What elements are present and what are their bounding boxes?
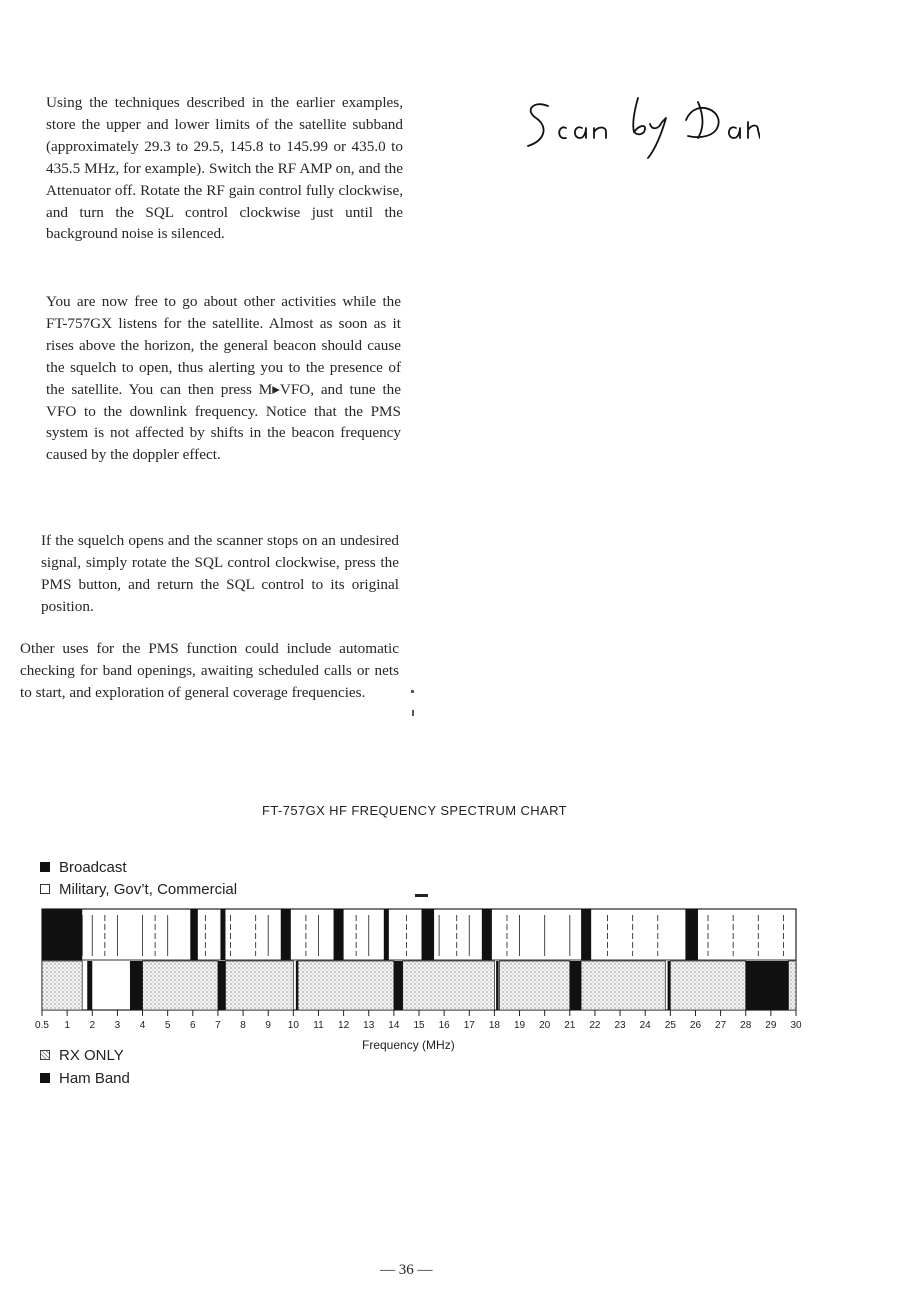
- rx-only-band: [403, 961, 495, 1010]
- legend-ham-band-label: Ham Band: [59, 1069, 130, 1087]
- x-tick-label: 28: [740, 1020, 752, 1031]
- x-tick-label: 12: [338, 1020, 350, 1031]
- ham-band: [394, 961, 403, 1010]
- ham-band: [87, 961, 92, 1010]
- frequency-spectrum-chart: [34, 903, 804, 1031]
- chart-x-axis-label: Frequency (MHz): [362, 1038, 455, 1052]
- broadcast-band: [42, 909, 82, 960]
- legend-military: [40, 879, 237, 899]
- legend-broadcast: [40, 857, 127, 877]
- rx-only-band: [788, 961, 796, 1010]
- rx-only-band: [225, 961, 293, 1010]
- x-tick-label: 25: [664, 1020, 676, 1031]
- x-tick-label: 9: [265, 1020, 271, 1031]
- x-tick-label: 14: [388, 1020, 400, 1031]
- x-tick-label: 6: [190, 1020, 196, 1031]
- paragraph-satellite-subband: Using the techniques described in the earlier examples, store the upper and lower limits of the satellite subband (approximately 29.3 to 29.5, 145.8 to 145.99 or 435.0 to 435.5 MHz, for example). Switch the RF AMP on, and the Attenuator off. Rotate the RF gain control fully clockwise, and turn the SQL control clockwise just until the background noise is silenced.: [46, 94, 403, 243]
- legend-broadcast-label: Broadcast: [59, 858, 127, 876]
- x-tick-label: 11: [313, 1020, 324, 1031]
- x-tick-label: 3: [114, 1020, 121, 1031]
- rx-only-band: [499, 961, 569, 1010]
- legend-ham-band: [40, 1068, 130, 1088]
- legend-military-label: Military, Gov’t, Commercial: [59, 880, 238, 898]
- x-tick-label: 26: [689, 1020, 702, 1031]
- x-tick-label: 13: [363, 1020, 375, 1031]
- x-tick-label: 20: [539, 1020, 551, 1031]
- x-tick-label: 1: [64, 1020, 70, 1031]
- x-tick-label: 4: [139, 1020, 146, 1031]
- x-tick-label: 5: [164, 1020, 171, 1031]
- ham-band: [746, 961, 789, 1010]
- x-tick-label: 0.5: [35, 1020, 49, 1031]
- rx-only-band: [581, 961, 665, 1010]
- paragraph-pms-listening: You are now free to go about other activities while the FT-757GX listens for the satellite. Almost as soon as it rises above the horizon, the general beacon should cause the squelch to open, thus alerting you to the presence of the satellite. You can then press M▸VFO, and tune the VFO to the downlink frequency. Notice that the PMS system is not affected by shifts in the beacon frequency caused by the doppler effect.: [46, 293, 401, 464]
- paragraph-other-uses: Other uses for the PMS function could include automatic checking for band openings, awaiting scheduled calls or nets to start, and exploration of general coverage frequencies.: [20, 640, 399, 701]
- rx-only-band: [297, 961, 394, 1010]
- broadcast-band: [581, 909, 591, 960]
- handwritten-signature: [520, 88, 760, 168]
- x-tick-label: 19: [513, 1020, 526, 1031]
- ham-band: [218, 961, 226, 1010]
- x-tick-label: 23: [614, 1020, 626, 1031]
- legend-rx-only-label: RX ONLY: [59, 1046, 124, 1064]
- x-tick-label: 24: [639, 1020, 651, 1031]
- scan-speck: [412, 710, 414, 716]
- broadcast-band: [190, 909, 198, 960]
- rx-only-band: [143, 961, 218, 1010]
- rx-only-swatch-icon: [40, 1050, 50, 1060]
- broadcast-band: [482, 909, 492, 960]
- x-tick-label: 8: [240, 1020, 246, 1031]
- chart-title: FT-757GX HF FREQUENCY SPECTRUM CHART: [262, 803, 568, 818]
- military-swatch-icon: [40, 884, 50, 894]
- broadcast-band: [220, 909, 225, 960]
- x-tick-label: 22: [589, 1020, 601, 1031]
- x-tick-label: 27: [715, 1020, 727, 1031]
- x-tick-label: 2: [89, 1020, 96, 1031]
- x-tick-label: 15: [413, 1020, 425, 1031]
- ham-band: [130, 961, 143, 1010]
- ham-band: [496, 961, 499, 1010]
- rx-only-band: [42, 961, 82, 1010]
- broadcast-band: [422, 909, 435, 960]
- broadcast-band: [334, 909, 344, 960]
- legend-rx-only: [40, 1045, 124, 1065]
- paragraph-squelch-opens: If the squelch opens and the scanner stops on an undesired signal, simply rotate the SQL control clockwise, press the PMS button, and return the SQL control to its original position.: [41, 532, 399, 615]
- x-tick-label: 21: [564, 1020, 576, 1031]
- x-tick-label: 18: [488, 1020, 500, 1031]
- page-number: — 36 —: [380, 1262, 433, 1278]
- scan-speck: [411, 690, 414, 693]
- broadcast-band: [281, 909, 291, 960]
- ham-band-swatch-icon: [40, 1073, 50, 1083]
- rx-only-band: [670, 961, 745, 1010]
- broadcast-band: [685, 909, 698, 960]
- x-tick-label: 29: [765, 1020, 777, 1031]
- x-tick-label: 17: [463, 1020, 475, 1031]
- ham-band: [668, 961, 671, 1010]
- broadcast-band: [384, 909, 389, 960]
- x-tick-label: 7: [215, 1020, 221, 1031]
- x-tick-label: 16: [438, 1020, 450, 1031]
- scan-speck: [415, 894, 428, 897]
- ham-band: [570, 961, 581, 1010]
- x-tick-label: 30: [790, 1020, 802, 1031]
- x-tick-label: 10: [287, 1020, 299, 1031]
- ham-band: [296, 961, 299, 1010]
- broadcast-swatch-icon: [40, 862, 50, 872]
